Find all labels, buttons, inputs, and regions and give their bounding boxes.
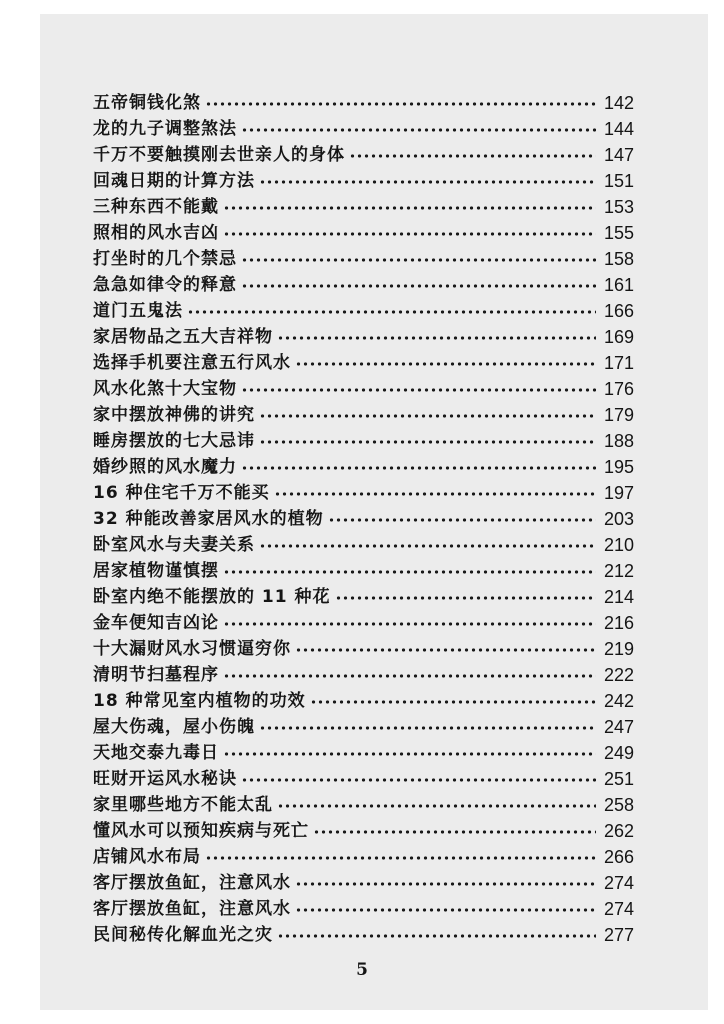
toc-entry (93, 712, 634, 738)
toc-entry (93, 816, 634, 842)
toc-dot-leader (277, 932, 596, 940)
toc-entry-page: 216 (603, 613, 634, 633)
toc-entry-title: 客厅摆放鱼缸，注意风水 (93, 899, 291, 919)
toc-entry-page: 151 (603, 171, 634, 191)
toc-entry (93, 270, 634, 296)
toc-entry (93, 530, 634, 556)
toc-entry (93, 218, 634, 244)
toc-entry-title: 卧室内绝不能摆放的 11 种花 (93, 587, 331, 607)
toc-entry (93, 582, 634, 608)
toc-dot-leader (274, 490, 596, 498)
toc-dot-leader (259, 438, 596, 446)
toc-entry-page: 142 (603, 93, 634, 113)
toc-dot-leader (241, 386, 596, 394)
toc-entry-title: 客厅摆放鱼缸，注意风水 (93, 873, 291, 893)
toc-dot-leader (187, 308, 596, 316)
toc-entry-title: 婚纱照的风水魔力 (93, 457, 237, 477)
toc-dot-leader (205, 854, 596, 862)
toc-entry-title: 打坐时的几个禁忌 (93, 249, 237, 269)
toc-entry (93, 556, 634, 582)
toc-entry-page: 144 (603, 119, 634, 139)
toc-dot-leader (241, 464, 596, 472)
toc-entry-page: 147 (603, 145, 634, 165)
toc-entry-page: 219 (603, 639, 634, 659)
toc-entry-title: 32 种能改善家居风水的植物 (93, 509, 324, 529)
toc-entry-title: 选择手机要注意五行风水 (93, 353, 291, 373)
toc-dot-leader (277, 802, 596, 810)
toc-entry (93, 348, 634, 374)
toc-entry-title: 十大漏财风水习惯逼穷你 (93, 639, 291, 659)
toc-dot-leader (259, 412, 596, 420)
toc-entry-page: 212 (603, 561, 634, 581)
toc-entry (93, 842, 634, 868)
toc-dot-leader (241, 256, 596, 264)
toc-entry-title: 18 种常见室内植物的功效 (93, 691, 306, 711)
toc-entry-page: 153 (603, 197, 634, 217)
toc-entry (93, 400, 634, 426)
toc-entry (93, 166, 634, 192)
toc-dot-leader (295, 646, 596, 654)
toc-entry-page: 262 (603, 821, 634, 841)
toc-entry (93, 660, 634, 686)
toc-entry-page: 266 (603, 847, 634, 867)
toc-entry-title: 道门五鬼法 (93, 301, 183, 321)
toc-entry (93, 192, 634, 218)
toc-entry-page: 214 (603, 587, 634, 607)
toc-entry (93, 114, 634, 140)
toc-entry (93, 738, 634, 764)
toc-dot-leader (259, 542, 596, 550)
toc-entry-title: 金车便知吉凶论 (93, 613, 219, 633)
toc-entry-title: 居家植物谨慎摆 (93, 561, 219, 581)
toc-entry (93, 790, 634, 816)
toc-entry-title: 民间秘传化解血光之灾 (93, 925, 273, 945)
toc-entry-title: 卧室风水与夫妻关系 (93, 535, 255, 555)
toc-entry-title: 龙的九子调整煞法 (93, 119, 237, 139)
toc-entry-page: 203 (603, 509, 634, 529)
toc-entry-title: 睡房摆放的七大忌讳 (93, 431, 255, 451)
toc-entry (93, 296, 634, 322)
toc-entry-page: 176 (603, 379, 634, 399)
page-number: 5 (356, 960, 368, 980)
toc-entry (93, 322, 634, 348)
toc-entry (93, 504, 634, 530)
toc-entry-page: 277 (603, 925, 634, 945)
toc-dot-leader (335, 594, 597, 602)
toc-entry-page: 155 (603, 223, 634, 243)
toc-entry (93, 374, 634, 400)
toc-entry-title: 回魂日期的计算方法 (93, 171, 255, 191)
toc-entry-page: 197 (603, 483, 634, 503)
toc-entry-page: 161 (603, 275, 634, 295)
toc-entry-page: 274 (603, 899, 634, 919)
toc-dot-leader (223, 568, 596, 576)
toc-dot-leader (241, 126, 596, 134)
toc-entry-title: 家中摆放神佛的讲究 (93, 405, 255, 425)
toc-entry-page: 158 (603, 249, 634, 269)
toc-dot-leader (259, 724, 596, 732)
toc-entry (93, 244, 634, 270)
toc-entry-title: 家居物品之五大吉祥物 (93, 327, 273, 347)
toc-entry (93, 920, 634, 946)
toc-dot-leader (349, 152, 596, 160)
toc-entry-page: 251 (603, 769, 634, 789)
toc-entry (93, 140, 634, 166)
toc-dot-leader (310, 698, 596, 706)
toc-entry-title: 懂风水可以预知疾病与死亡 (93, 821, 309, 841)
toc-dot-leader (223, 204, 596, 212)
toc-entry (93, 478, 634, 504)
toc-entry-page: 258 (603, 795, 634, 815)
toc-entry-title: 三种东西不能戴 (93, 197, 219, 217)
toc-dot-leader (259, 178, 596, 186)
toc-entry-title: 风水化煞十大宝物 (93, 379, 237, 399)
toc-dot-leader (223, 230, 596, 238)
toc-dot-leader (205, 100, 596, 108)
toc-entry-page: 171 (603, 353, 634, 373)
table-of-contents (93, 88, 634, 946)
toc-entry-page: 274 (603, 873, 634, 893)
toc-entry-page: 195 (603, 457, 634, 477)
toc-entry-title: 千万不要触摸刚去世亲人的身体 (93, 145, 345, 165)
toc-entry (93, 894, 634, 920)
toc-dot-leader (328, 516, 596, 524)
toc-entry-title: 五帝铜钱化煞 (93, 93, 201, 113)
toc-entry-title: 旺财开运风水秘诀 (93, 769, 237, 789)
toc-entry (93, 686, 634, 712)
toc-dot-leader (241, 282, 596, 290)
toc-entry-title: 店铺风水布局 (93, 847, 201, 867)
toc-dot-leader (295, 360, 596, 368)
toc-entry-title: 16 种住宅千万不能买 (93, 483, 270, 503)
toc-entry (93, 608, 634, 634)
toc-dot-leader (223, 672, 596, 680)
toc-entry-page: 222 (603, 665, 634, 685)
toc-entry (93, 764, 634, 790)
toc-entry (93, 634, 634, 660)
toc-entry-page: 242 (603, 691, 634, 711)
toc-entry (93, 426, 634, 452)
toc-entry-page: 247 (603, 717, 634, 737)
toc-entry (93, 868, 634, 894)
toc-entry-page: 210 (603, 535, 634, 555)
toc-dot-leader (223, 750, 596, 758)
toc-dot-leader (295, 880, 596, 888)
toc-dot-leader (295, 906, 596, 914)
toc-entry (93, 452, 634, 478)
toc-dot-leader (241, 776, 596, 784)
toc-dot-leader (313, 828, 596, 836)
toc-entry-title: 屋大伤魂，屋小伤魄 (93, 717, 255, 737)
toc-dot-leader (223, 620, 596, 628)
toc-entry-page: 166 (603, 301, 634, 321)
toc-entry-title: 急急如律令的释意 (93, 275, 237, 295)
toc-entry-page: 179 (603, 405, 634, 425)
toc-entry (93, 88, 634, 114)
toc-entry-title: 天地交泰九毒日 (93, 743, 219, 763)
toc-entry-page: 188 (603, 431, 634, 451)
toc-entry-title: 清明节扫墓程序 (93, 665, 219, 685)
toc-dot-leader (277, 334, 596, 342)
toc-entry-page: 249 (603, 743, 634, 763)
toc-entry-page: 169 (603, 327, 634, 347)
toc-entry-title: 家里哪些地方不能太乱 (93, 795, 273, 815)
toc-entry-title: 照相的风水吉凶 (93, 223, 219, 243)
